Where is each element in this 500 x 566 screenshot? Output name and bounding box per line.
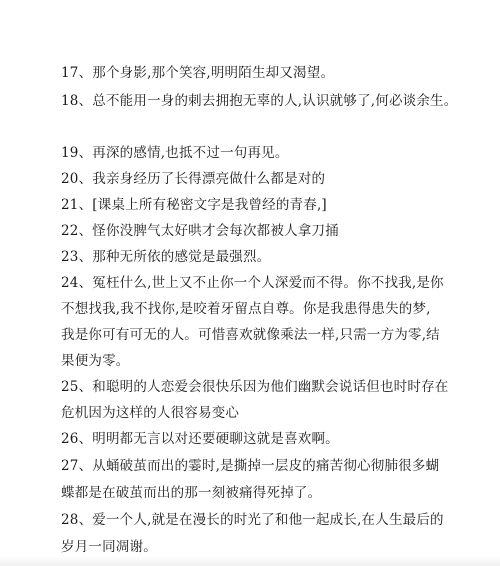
text-line-19: 19、再深的感情,也抵不过一句再见。 xyxy=(61,145,289,161)
text-line-24-d: 果便为零。 xyxy=(61,353,130,369)
text-line-28-b: 岁月一同凋谢。 xyxy=(61,539,157,555)
text-line-18: 18、总不能用一身的刺去拥抱无辜的人,认识就够了,何必谈余生。 xyxy=(61,93,458,109)
text-line-20: 20、我亲身经历了长得漂亮做什么都是对的 xyxy=(61,171,326,187)
text-line-27-b: 蝶都是在破茧而出的那一刻被痛得死掉了。 xyxy=(61,485,322,501)
text-line-23: 23、那种无所依的感觉是最强烈。 xyxy=(61,249,271,265)
text-line-24-c: 我是你可有可无的人。可惜喜欢就像乘法一样,只需一方为零,结 xyxy=(61,327,440,343)
text-line-26: 26、明明都无言以对还要硬聊这就是喜欢啊。 xyxy=(61,431,339,447)
text-line-27-a: 27、从蛹破茧而出的霎时,是撕掉一层皮的痛苦彻心彻肺很多蝴 xyxy=(61,458,440,474)
page-bottom-edge xyxy=(0,556,500,566)
text-line-17: 17、那个身影,那个笑容,明明陌生却又渴望。 xyxy=(61,65,335,81)
text-line-25-a: 25、和聪明的人恋爱会很快乐因为他们幽默会说话但也时时存在 xyxy=(61,379,449,395)
text-line-21: 21、[课桌上所有秘密文字是我曾经的青春,] xyxy=(61,197,327,213)
text-line-22: 22、怪你没脾气太好哄才会每次都被人拿刀捅 xyxy=(61,223,339,239)
text-line-25-b: 危机因为这样的人很容易变心 xyxy=(61,405,240,421)
text-line-24-b: 不想找我,我不找你,是咬着牙留点自尊。你是我患得患失的梦, xyxy=(61,301,431,317)
text-line-24-a: 24、冤枉什么,世上又不止你一个人深爱而不得。你不找我,是你 xyxy=(61,275,444,291)
text-line-28-a: 28、爱一个人,就是在漫长的时光了和他一起成长,在人生最后的 xyxy=(61,512,444,528)
